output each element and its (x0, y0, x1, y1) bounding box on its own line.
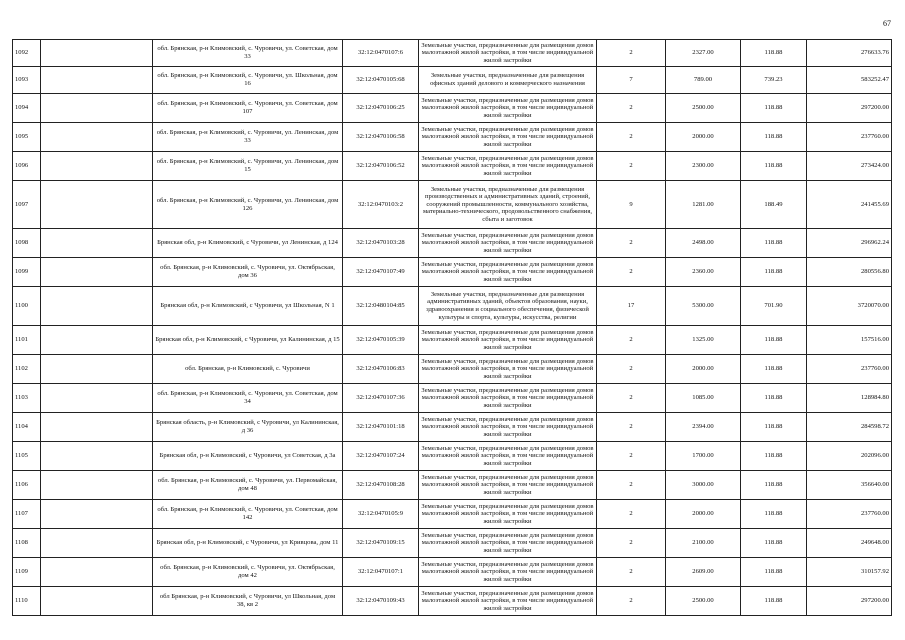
address-cell: обл. Брянская, р-н Климовский, с. Чуровичи, ул. Советская, дом 34 (153, 384, 343, 413)
row-number: 1097 (13, 181, 41, 229)
table-row (13, 229, 892, 258)
address-cell: обл. Брянская, р-н Климовский, с. Чуровичи, ул. Первомайская, дом 48 (153, 471, 343, 500)
area-cell: 2500.00 (666, 94, 741, 123)
specific-value-cell: 118.88 (741, 229, 807, 258)
specific-value-cell: 118.88 (741, 258, 807, 287)
address-cell: обл. Брянская, р-н Климовский, с. Чуровичи, ул. Ленинская, дом 33 (153, 123, 343, 152)
empty-column-cell (41, 287, 153, 326)
table-row (13, 442, 892, 471)
area-cell: 2000.00 (666, 500, 741, 529)
specific-value-cell: 118.88 (741, 558, 807, 587)
row-number: 1096 (13, 152, 41, 181)
address-cell: Брянская область, р-н Климовский, с Чуровичи, ул Калининская, д 36 (153, 413, 343, 442)
cadastral-number-cell: 32:12:0470105:68 (343, 67, 419, 94)
table-row (13, 40, 892, 67)
address-cell: Брянская обл, р-н Климовский, с Чуровичи, ул Кривцова, дом 11 (153, 529, 343, 558)
use-group-cell: 2 (597, 229, 666, 258)
specific-value-cell: 118.88 (741, 587, 807, 616)
row-number: 1095 (13, 123, 41, 152)
cadastral-value-cell: 128984.80 (807, 384, 892, 413)
cadastral-number-cell: 32:12:0470103:28 (343, 229, 419, 258)
permitted-use-cell: Земельные участки, предназначенные для размещения административных зданий, объектов образования, науки, здравоохранения и социального обеспечения, физической культуры и спорта, культуры, искусства, религии (419, 287, 597, 326)
row-number: 1099 (13, 258, 41, 287)
cadastral-value-cell: 583252.47 (807, 67, 892, 94)
cadastral-number-cell: 32:12:0470107:24 (343, 442, 419, 471)
table-row (13, 123, 892, 152)
specific-value-cell: 118.88 (741, 384, 807, 413)
area-cell: 2327.00 (666, 40, 741, 67)
area-cell: 2100.00 (666, 529, 741, 558)
empty-column-cell (41, 258, 153, 287)
use-group-cell: 2 (597, 258, 666, 287)
cadastral-value-cell: 297200.00 (807, 587, 892, 616)
use-group-cell: 2 (597, 123, 666, 152)
cadastral-value-cell: 202096.00 (807, 442, 892, 471)
specific-value-cell: 118.88 (741, 471, 807, 500)
specific-value-cell: 188.49 (741, 181, 807, 229)
address-cell: обл. Брянская, р-н Климовский, с. Чуровичи, ул. Октябрьская, дом 36 (153, 258, 343, 287)
table-row (13, 413, 892, 442)
area-cell: 2498.00 (666, 229, 741, 258)
row-number: 1110 (13, 587, 41, 616)
use-group-cell: 2 (597, 40, 666, 67)
cadastral-value-cell: 296962.24 (807, 229, 892, 258)
row-number: 1093 (13, 67, 41, 94)
area-cell: 1085.00 (666, 384, 741, 413)
permitted-use-cell: Земельные участки, предназначенные для размещения домов малоэтажной жилой застройки, в том числе индивидуальной жилой застройки (419, 384, 597, 413)
empty-column-cell (41, 123, 153, 152)
specific-value-cell: 118.88 (741, 40, 807, 67)
cadastral-value-cell: 280556.80 (807, 258, 892, 287)
empty-column-cell (41, 152, 153, 181)
cadastral-value-cell: 297200.00 (807, 94, 892, 123)
permitted-use-cell: Земельные участки, предназначенные для размещения офисных зданий делового и коммерческого назначения (419, 67, 597, 94)
permitted-use-cell: Земельные участки, предназначенные для размещения домов малоэтажной жилой застройки, в том числе индивидуальной жилой застройки (419, 529, 597, 558)
table-row (13, 558, 892, 587)
use-group-cell: 2 (597, 471, 666, 500)
row-number: 1100 (13, 287, 41, 326)
empty-column-cell (41, 529, 153, 558)
permitted-use-cell: Земельные участки, предназначенные для размещения домов малоэтажной жилой застройки, в том числе индивидуальной жилой застройки (419, 558, 597, 587)
use-group-cell: 2 (597, 587, 666, 616)
row-number: 1101 (13, 326, 41, 355)
cadastral-value-cell: 284598.72 (807, 413, 892, 442)
permitted-use-cell: Земельные участки, предназначенные для размещения домов малоэтажной жилой застройки, в том числе индивидуальной жилой застройки (419, 326, 597, 355)
cadastral-value-cell: 356640.00 (807, 471, 892, 500)
cadastral-number-cell: 32:12:0470108:28 (343, 471, 419, 500)
use-group-cell: 2 (597, 152, 666, 181)
use-group-cell: 17 (597, 287, 666, 326)
address-cell: Брянская обл, р-н Климовский, с Чуровичи, ул Школьная, N 1 (153, 287, 343, 326)
empty-column-cell (41, 40, 153, 67)
permitted-use-cell: Земельные участки, предназначенные для размещения домов малоэтажной жилой застройки, в том числе индивидуальной жилой застройки (419, 500, 597, 529)
table-row (13, 67, 892, 94)
address-cell: обл. Брянская, р-н Климовский, с. Чуровичи, ул. Ленинская, дом 126 (153, 181, 343, 229)
specific-value-cell: 118.88 (741, 529, 807, 558)
address-cell: обл. Брянская, р-н Климовский, с. Чуровичи, ул. Школьная, дом 16 (153, 67, 343, 94)
table-row (13, 587, 892, 616)
row-number: 1104 (13, 413, 41, 442)
specific-value-cell: 118.88 (741, 94, 807, 123)
permitted-use-cell: Земельные участки, предназначенные для размещения домов малоэтажной жилой застройки, в том числе индивидуальной жилой застройки (419, 123, 597, 152)
permitted-use-cell: Земельные участки, предназначенные для размещения производственных и административных зданий, строений, сооружений промышленности, коммунального хозяйства, материально-технического, продовольственного снабжения, сбыта и заготовок (419, 181, 597, 229)
permitted-use-cell: Земельные участки, предназначенные для размещения домов малоэтажной жилой застройки, в том числе индивидуальной жилой застройки (419, 413, 597, 442)
address-cell: обл. Брянская, р-н Климовский, с. Чуровичи, ул. Октябрьская, дом 42 (153, 558, 343, 587)
row-number: 1092 (13, 40, 41, 67)
specific-value-cell: 118.88 (741, 152, 807, 181)
area-cell: 1700.00 (666, 442, 741, 471)
address-cell: Брянская обл, р-н Климовский, с Чуровичи, ул Калининская, д 15 (153, 326, 343, 355)
address-cell: обл. Брянская, р-н Климовский, с. Чуровичи, ул. Советская, дом 142 (153, 500, 343, 529)
area-cell: 1325.00 (666, 326, 741, 355)
cadastral-number-cell: 32:12:0470109:43 (343, 587, 419, 616)
table-row (13, 500, 892, 529)
address-cell: обл. Брянская, р-н Климовский, с. Чуровичи (153, 355, 343, 384)
area-cell: 2360.00 (666, 258, 741, 287)
area-cell: 789.00 (666, 67, 741, 94)
specific-value-cell: 701.90 (741, 287, 807, 326)
empty-column-cell (41, 500, 153, 529)
cadastral-value-cell: 157516.00 (807, 326, 892, 355)
address-cell: Брянская обл, р-н Климовский, с Чуровичи, ул Советская, д 3а (153, 442, 343, 471)
specific-value-cell: 739.23 (741, 67, 807, 94)
cadastral-number-cell: 32:12:0470107:1 (343, 558, 419, 587)
row-number: 1098 (13, 229, 41, 258)
cadastral-number-cell: 32:12:0470106:52 (343, 152, 419, 181)
address-cell: обл. Брянская, р-н Климовский, с. Чуровичи, ул. Советская, дом 33 (153, 40, 343, 67)
use-group-cell: 2 (597, 442, 666, 471)
area-cell: 2000.00 (666, 355, 741, 384)
cadastral-number-cell: 32:12:0470101:18 (343, 413, 419, 442)
cadastral-number-cell: 32:12:0480104:85 (343, 287, 419, 326)
empty-column-cell (41, 384, 153, 413)
cadastral-number-cell: 32:12:0470107:49 (343, 258, 419, 287)
cadastral-value-cell: 241455.69 (807, 181, 892, 229)
use-group-cell: 2 (597, 384, 666, 413)
empty-column-cell (41, 442, 153, 471)
cadastral-value-cell: 3720070.00 (807, 287, 892, 326)
area-cell: 2300.00 (666, 152, 741, 181)
table-row (13, 529, 892, 558)
row-number: 1108 (13, 529, 41, 558)
cadastral-value-cell: 276633.76 (807, 40, 892, 67)
cadastral-number-cell: 32:12:0470105:39 (343, 326, 419, 355)
cadastral-number-cell: 32:12:0470107:6 (343, 40, 419, 67)
empty-column-cell (41, 94, 153, 123)
address-cell: обл Брянская, р-н Климовский, с Чуровичи, ул Школьная, дом 38, кв 2 (153, 587, 343, 616)
permitted-use-cell: Земельные участки, предназначенные для размещения домов малоэтажной жилой застройки, в том числе индивидуальной жилой застройки (419, 442, 597, 471)
use-group-cell: 2 (597, 413, 666, 442)
use-group-cell: 2 (597, 500, 666, 529)
cadastral-number-cell: 32:12:0470103:2 (343, 181, 419, 229)
area-cell: 2500.00 (666, 587, 741, 616)
row-number: 1103 (13, 384, 41, 413)
cadastral-value-cell: 237760.00 (807, 123, 892, 152)
empty-column-cell (41, 326, 153, 355)
specific-value-cell: 118.88 (741, 355, 807, 384)
use-group-cell: 7 (597, 67, 666, 94)
empty-column-cell (41, 229, 153, 258)
cadastral-number-cell: 32:12:0470107:36 (343, 384, 419, 413)
cadastral-value-cell: 273424.00 (807, 152, 892, 181)
table-row (13, 181, 892, 229)
specific-value-cell: 118.88 (741, 442, 807, 471)
address-cell: обл. Брянская, р-н Климовский, с. Чуровичи, ул. Советская, дом 107 (153, 94, 343, 123)
area-cell: 2609.00 (666, 558, 741, 587)
cadastral-value-cell: 310157.92 (807, 558, 892, 587)
row-number: 1094 (13, 94, 41, 123)
permitted-use-cell: Земельные участки, предназначенные для размещения домов малоэтажной жилой застройки, в том числе индивидуальной жилой застройки (419, 152, 597, 181)
empty-column-cell (41, 471, 153, 500)
area-cell: 5300.00 (666, 287, 741, 326)
use-group-cell: 2 (597, 94, 666, 123)
use-group-cell: 2 (597, 326, 666, 355)
cadastral-value-cell: 249648.00 (807, 529, 892, 558)
address-cell: обл. Брянская, р-н Климовский, с. Чуровичи, ул. Ленинская, дом 15 (153, 152, 343, 181)
specific-value-cell: 118.88 (741, 500, 807, 529)
table-row (13, 326, 892, 355)
area-cell: 2394.00 (666, 413, 741, 442)
row-number: 1102 (13, 355, 41, 384)
page-number: 67 (883, 19, 891, 28)
empty-column-cell (41, 413, 153, 442)
cadastral-value-cell: 237760.00 (807, 355, 892, 384)
use-group-cell: 2 (597, 529, 666, 558)
cadastral-number-cell: 32:12:0470106:83 (343, 355, 419, 384)
row-number: 1105 (13, 442, 41, 471)
permitted-use-cell: Земельные участки, предназначенные для размещения домов малоэтажной жилой застройки, в том числе индивидуальной жилой застройки (419, 94, 597, 123)
use-group-cell: 2 (597, 558, 666, 587)
table-row (13, 471, 892, 500)
table-row (13, 287, 892, 326)
empty-column-cell (41, 355, 153, 384)
land-register-table (12, 39, 892, 616)
row-number: 1109 (13, 558, 41, 587)
empty-column-cell (41, 587, 153, 616)
specific-value-cell: 118.88 (741, 413, 807, 442)
permitted-use-cell: Земельные участки, предназначенные для размещения домов малоэтажной жилой застройки, в том числе индивидуальной жилой застройки (419, 471, 597, 500)
row-number: 1107 (13, 500, 41, 529)
cadastral-number-cell: 32:12:0470109:15 (343, 529, 419, 558)
specific-value-cell: 118.88 (741, 123, 807, 152)
table-row (13, 355, 892, 384)
permitted-use-cell: Земельные участки, предназначенные для размещения домов малоэтажной жилой застройки, в том числе индивидуальной жилой застройки (419, 355, 597, 384)
table-row (13, 258, 892, 287)
permitted-use-cell: Земельные участки, предназначенные для размещения домов малоэтажной жилой застройки, в том числе индивидуальной жилой застройки (419, 258, 597, 287)
cadastral-value-cell: 237760.00 (807, 500, 892, 529)
row-number: 1106 (13, 471, 41, 500)
table-row (13, 94, 892, 123)
address-cell: Брянская обл, р-н Климовский, с Чуровичи, ул Ленинская, д 124 (153, 229, 343, 258)
permitted-use-cell: Земельные участки, предназначенные для размещения домов малоэтажной жилой застройки, в том числе индивидуальной жилой застройки (419, 40, 597, 67)
cadastral-number-cell: 32:12:0470105:9 (343, 500, 419, 529)
cadastral-number-cell: 32:12:0470106:58 (343, 123, 419, 152)
permitted-use-cell: Земельные участки, предназначенные для размещения домов малоэтажной жилой застройки, в том числе индивидуальной жилой застройки (419, 587, 597, 616)
area-cell: 2000.00 (666, 123, 741, 152)
area-cell: 1281.00 (666, 181, 741, 229)
use-group-cell: 2 (597, 355, 666, 384)
use-group-cell: 9 (597, 181, 666, 229)
cadastral-number-cell: 32:12:0470106:25 (343, 94, 419, 123)
empty-column-cell (41, 558, 153, 587)
permitted-use-cell: Земельные участки, предназначенные для размещения домов малоэтажной жилой застройки, в том числе индивидуальной жилой застройки (419, 229, 597, 258)
table-row (13, 152, 892, 181)
empty-column-cell (41, 67, 153, 94)
table-row (13, 384, 892, 413)
specific-value-cell: 118.88 (741, 326, 807, 355)
area-cell: 3000.00 (666, 471, 741, 500)
empty-column-cell (41, 181, 153, 229)
